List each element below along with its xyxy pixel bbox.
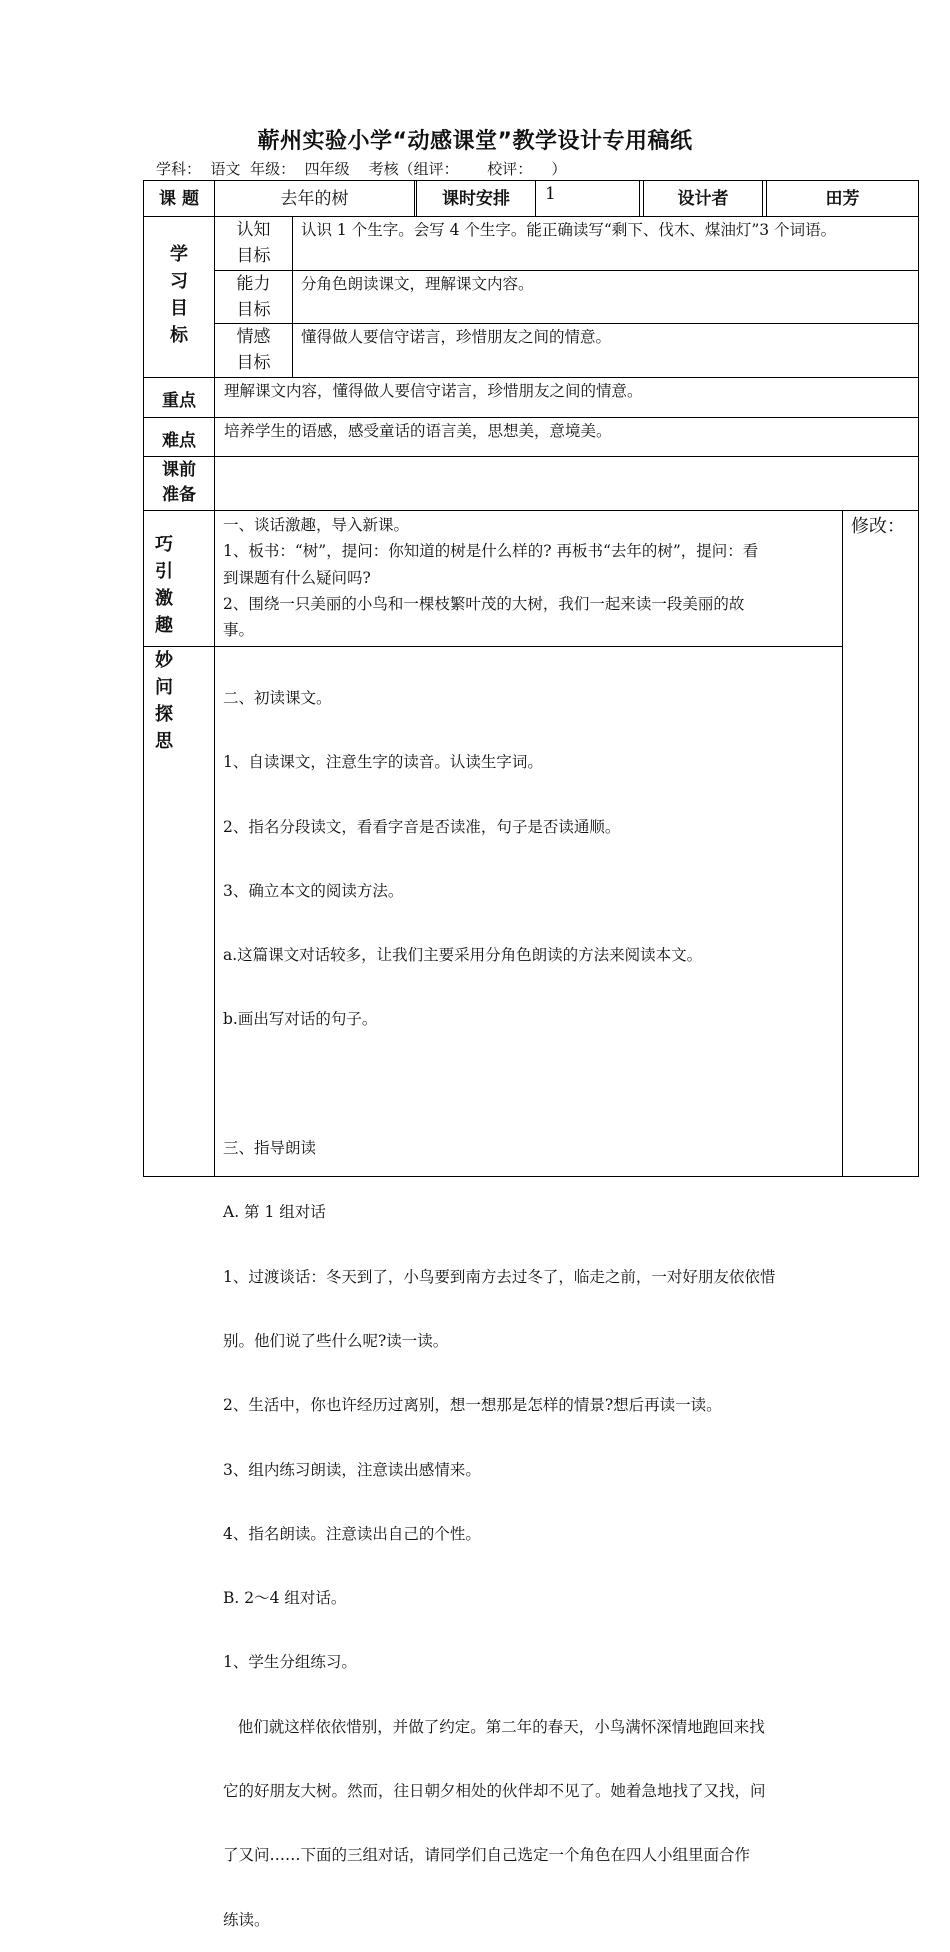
section2-line: 1、学生分组练习。 [223, 1653, 357, 1672]
section2-line: 1、过渡谈话：冬天到了，小鸟要到南方去过冬了，临走之前，一对好朋友依依惜 [223, 1267, 776, 1286]
topic-label: 课 题 [159, 189, 199, 209]
section1-line: 到课题有什么疑问吗? [223, 568, 371, 587]
ability-objective-text: 分角色朗读课文，理解课文内容。 [301, 275, 534, 293]
designer-value: 田芳 [825, 189, 860, 209]
section2-line: 3、组内练习朗读，注意读出感情来。 [223, 1460, 481, 1479]
section2-line: 三、指导朗读 [223, 1139, 317, 1158]
section2-line: 练读。 [223, 1910, 270, 1929]
key-point-text: 理解课文内容，懂得做人要信守诺言，珍惜朋友之间的情意。 [224, 382, 643, 400]
section2-line: b.画出写对话的句子。 [223, 1010, 378, 1029]
page-title: 蕲州实验小学“动感课堂”教学设计专用稿纸 [257, 129, 693, 154]
objectives-label: 学 习 目 标 [170, 244, 188, 346]
emotion-objective-label: 情感 目标 [236, 327, 271, 373]
section2-line: 1、自读课文，注意生字的读音。认读生字词。 [223, 753, 543, 772]
topic-value: 去年的树 [280, 189, 349, 209]
section2-line: 4、指名朗读。注意读出自己的个性。 [223, 1524, 481, 1543]
section2-line: A. 第 1 组对话 [223, 1203, 326, 1222]
cognitive-objective-text: 认识 1 个生字。会写 4 个生字。能正确读写“剩下、伐木、煤油灯”3 个词语。 [301, 221, 837, 239]
section2-line: 2、指名分段读文，看看字音是否读准，句子是否读通顺。 [223, 817, 621, 836]
section2-line: 别。他们说了些什么呢?读一读。 [223, 1331, 449, 1350]
subject-meta-line: 学科： 语文 年级： 四年级 考核（组评： 校评： ） [156, 160, 567, 178]
section1-line: 2、围绕一只美丽的小鸟和一棵枝繁叶茂的大树，我们一起来读一段美丽的故 [223, 594, 745, 613]
section2-line: 2、生活中，你也许经历过离别，想一想那是怎样的情景?想后再读一读。 [223, 1396, 722, 1415]
difficulty-label: 难点 [162, 431, 196, 451]
section1-line: 事。 [223, 621, 255, 640]
section1-line: 1、板书：“树”，提问：你知道的树是什么样的? 再板书“去年的树”，提问：看 [223, 542, 759, 561]
schedule-label: 课时安排 [442, 189, 510, 209]
designer-label: 设计者 [677, 189, 729, 209]
section2-line: 他们就这样依依惜别，并做了约定。第二年的春天，小鸟满怀深情地跑回来找 [223, 1717, 765, 1736]
difficulty-text: 培养学生的语感，感受童话的语言美，思想美，意境美。 [224, 422, 612, 440]
section2-content [223, 647, 839, 1952]
ability-objective-label: 能力 目标 [236, 274, 271, 320]
section2-line [223, 1071, 839, 1097]
cognitive-objective-label: 认知 目标 [236, 220, 271, 266]
section2-line: 它的好朋友大树。然而，往日朝夕相处的伙伴却不见了。她着急地找了又找，问 [223, 1782, 766, 1801]
revise-label: 修改： [851, 516, 905, 537]
section2-line: a.这篇课文对话较多，让我们主要采用分角色朗读的方法来阅读本文。 [223, 946, 703, 965]
section2-line: 二、初读课文。 [223, 689, 332, 707]
section2-line: 3、确立本文的阅读方法。 [223, 881, 404, 900]
preparation-label: 课前 准备 [162, 460, 196, 505]
emotion-objective-text: 懂得做人要信守诺言，珍惜朋友之间的情意。 [301, 328, 612, 346]
section2-label: 妙 问 探 思 [155, 650, 173, 752]
schedule-value: 1 [545, 184, 556, 204]
section2-line: 了又问……下面的三组对话，请同学们自己选定一个角色在四人小组里面合作 [223, 1846, 751, 1865]
section2-line: B. 2～4 组对话。 [223, 1589, 347, 1608]
key-point-label: 重点 [162, 391, 196, 411]
section1-content [223, 512, 839, 643]
section1-label: 巧 引 激 趣 [155, 534, 173, 636]
section1-line: 一、谈话激趣，导入新课。 [223, 516, 410, 534]
